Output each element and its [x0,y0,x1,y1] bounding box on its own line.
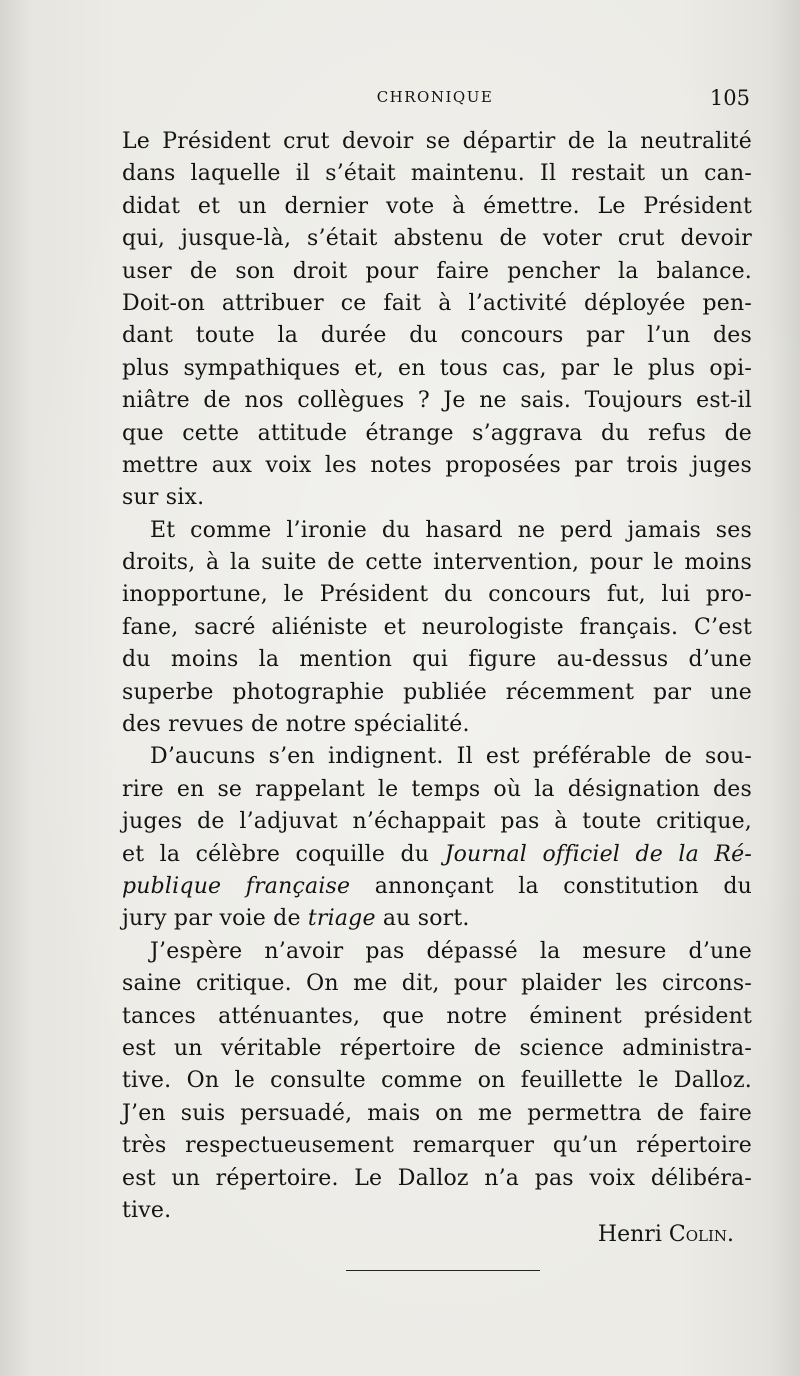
text-line: plus sympathiques et, en tous cas, par le plus opi- [122,355,752,381]
running-head: CHRONIQUE [376,88,494,106]
text-line: rire en se rappelant le temps où la désignation des [122,776,752,802]
author-signature [598,1222,734,1247]
text-line: très respectueusement remarquer qu’un répertoire [122,1133,752,1159]
text-line: superbe photographie publiée récemment par une [122,679,752,705]
paragraph-2 [122,515,752,742]
text-line: tances atténuantes, que notre éminent président [122,1003,752,1029]
text-line: inopportune, le Président du concours fut, lui pro- [122,582,752,608]
text-line: jury par voie de triage au sort. [122,906,470,932]
text-line: J’espère n’avoir pas dépassé la mesure d’une [150,938,752,964]
text-line: tive. [122,1197,172,1223]
text-line: publique française annonçant la constitution du [122,873,752,899]
text-line: D’aucuns s’en indignent. Il est préférable de sou- [150,744,752,770]
text-line: des revues de notre spécialité. [122,712,470,738]
text-line: Et comme l’ironie du hasard ne perd jamais ses [150,517,752,543]
text-line: user de son droit pour faire pencher la balance. [122,258,752,284]
text-line: dant toute la durée du concours par l’un des [122,323,752,349]
text-line: droits, à la suite de cette intervention, pour le moins [122,550,752,576]
text-line: fane, sacré aliéniste et neurologiste français. C’est [122,614,752,640]
page-header [120,88,750,114]
paragraph-4 [122,936,752,1228]
text-line: que cette attitude étrange s’aggrava du refus de [122,420,752,446]
paragraph-3 [122,741,752,935]
text-line: du moins la mention qui figure au-dessus d’une [122,647,752,673]
text-line: Le Président crut devoir se départir de la neutralité [122,129,752,154]
text-line: et la célèbre coquille du Journal officiel de la Ré- [122,841,752,867]
text-line: sur six. [122,485,205,511]
text-line: qui, jusque-là, s’était abstenu de voter crut devoir [122,226,752,252]
closing-rule [346,1270,540,1271]
text-line: tive. On le consulte comme on feuillette le Dalloz. [122,1068,752,1094]
text-line: dans laquelle il s’était maintenu. Il restait un can- [122,161,752,187]
text-line: est un véritable répertoire de science administra- [122,1035,752,1061]
page-number: 105 [709,86,750,110]
text-line: niâtre de nos collègues ? Je ne sais. Toujours est-il [122,388,752,414]
author-first-name: Henri [597,1222,662,1247]
text-line: mettre aux voix les notes proposées par trois juges [122,452,752,478]
text-line: J’en suis persuadé, mais on me permettra de faire [122,1100,752,1126]
text-line: est un répertoire. Le Dalloz n’a pas voix délibéra- [122,1165,752,1191]
paragraph-1 [122,126,752,515]
text-line: juges de l’adjuvat n’échappait pas à toute critique, [122,809,752,835]
text-line: saine critique. On me dit, pour plaider les circons- [122,971,752,997]
text-line: Doit-on attribuer ce fait à l’activité déployée pen- [122,290,752,316]
author-last-name: Colin. [668,1222,734,1247]
article-body [122,126,752,1227]
text-line: didat et un dernier vote à émettre. Le Président [122,193,752,219]
